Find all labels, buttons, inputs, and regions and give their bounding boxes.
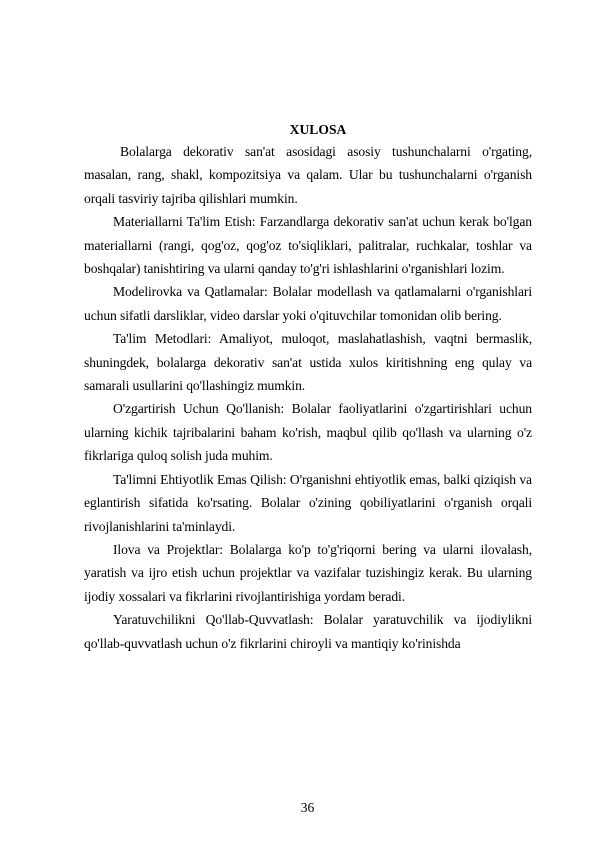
paragraph-4: Ta'lim Metodlari: Amaliyot, muloqot, maslahatlashish, vaqtni bermaslik, shuningdek, bolalarga dekorativ san'at ustida xulos kiritishning eng qulay va samarali usullarini qo'llashingiz mumkin. <box>84 331 532 394</box>
paragraph-8: Yaratuvchilikni Qo'llab-Quvvatlash: Bolalar yaratuvchilik va ijodiylikni qo'llab-quvvatlash uchun o'z fikrlarini chiroyli va mantiqiy ko'rinishda <box>84 612 532 651</box>
paragraph-6: Ta'limni Ehtiyotlik Emas Qilish: O'rganishni ehtiyotlik emas, balki qiziqish va eglantirish sifatida ko'rsating. Bolalar o'zining qobiliyatlarini o'rganish orqali rivojlanishlarini ta'minlaydi. <box>84 471 532 534</box>
paragraph-1: Bolalarga dekorativ san'at asosidagi asosiy tushunchalarni o'rgating, masalan, rang, shakl, kompozitsiya va qalam. Ular bu tushunchalarni o'rganish orqali tasviriy tajriba qilishlari mumkin. <box>84 144 532 206</box>
paragraph-3: Modelirovka va Qatlamalar: Bolalar modellash va qatlamalarni o'rganishlari uchun sifatli darsliklar, video darslar yoki o'qituvchilar tomonidan olib bering. <box>84 284 532 323</box>
paragraph-5: O'zgartirish Uchun Qo'llanish: Bolalar faoliyatlarini o'zgartirishlari uchun ularning kichik tajribalarini baham ko'rish, maqbul qilib qo'llash va ularning o'z fikrlariga quloq solish juda muhim. <box>84 401 532 464</box>
page-number: 36 <box>300 800 315 815</box>
page-body <box>84 120 532 655</box>
paragraph-2: Materiallarni Ta'lim Etish: Farzandlarga dekorativ san'at uchun kerak bo'lgan materiallarni (rangi, qog'oz, qog'oz to'siqliklari, palitralar, ruchkalar, toshlar va boshqalar) tanishtiring va ularni qanday to'g'ri ishlashlarini o'rganishlari lozim. <box>84 214 532 277</box>
section-heading: XULOSA <box>289 122 347 137</box>
paragraph-7: Ilova va Projektlar: Bolalarga ko'p to'g'riqorni bering va ularni ilovalash, yaratish va ijro etish uchun projektlar va vazifalar tuzishingiz kerak. Bu ularning ijodiy xossalari va fikrlarini rivojlantirishiga yordam beradi. <box>84 541 532 604</box>
